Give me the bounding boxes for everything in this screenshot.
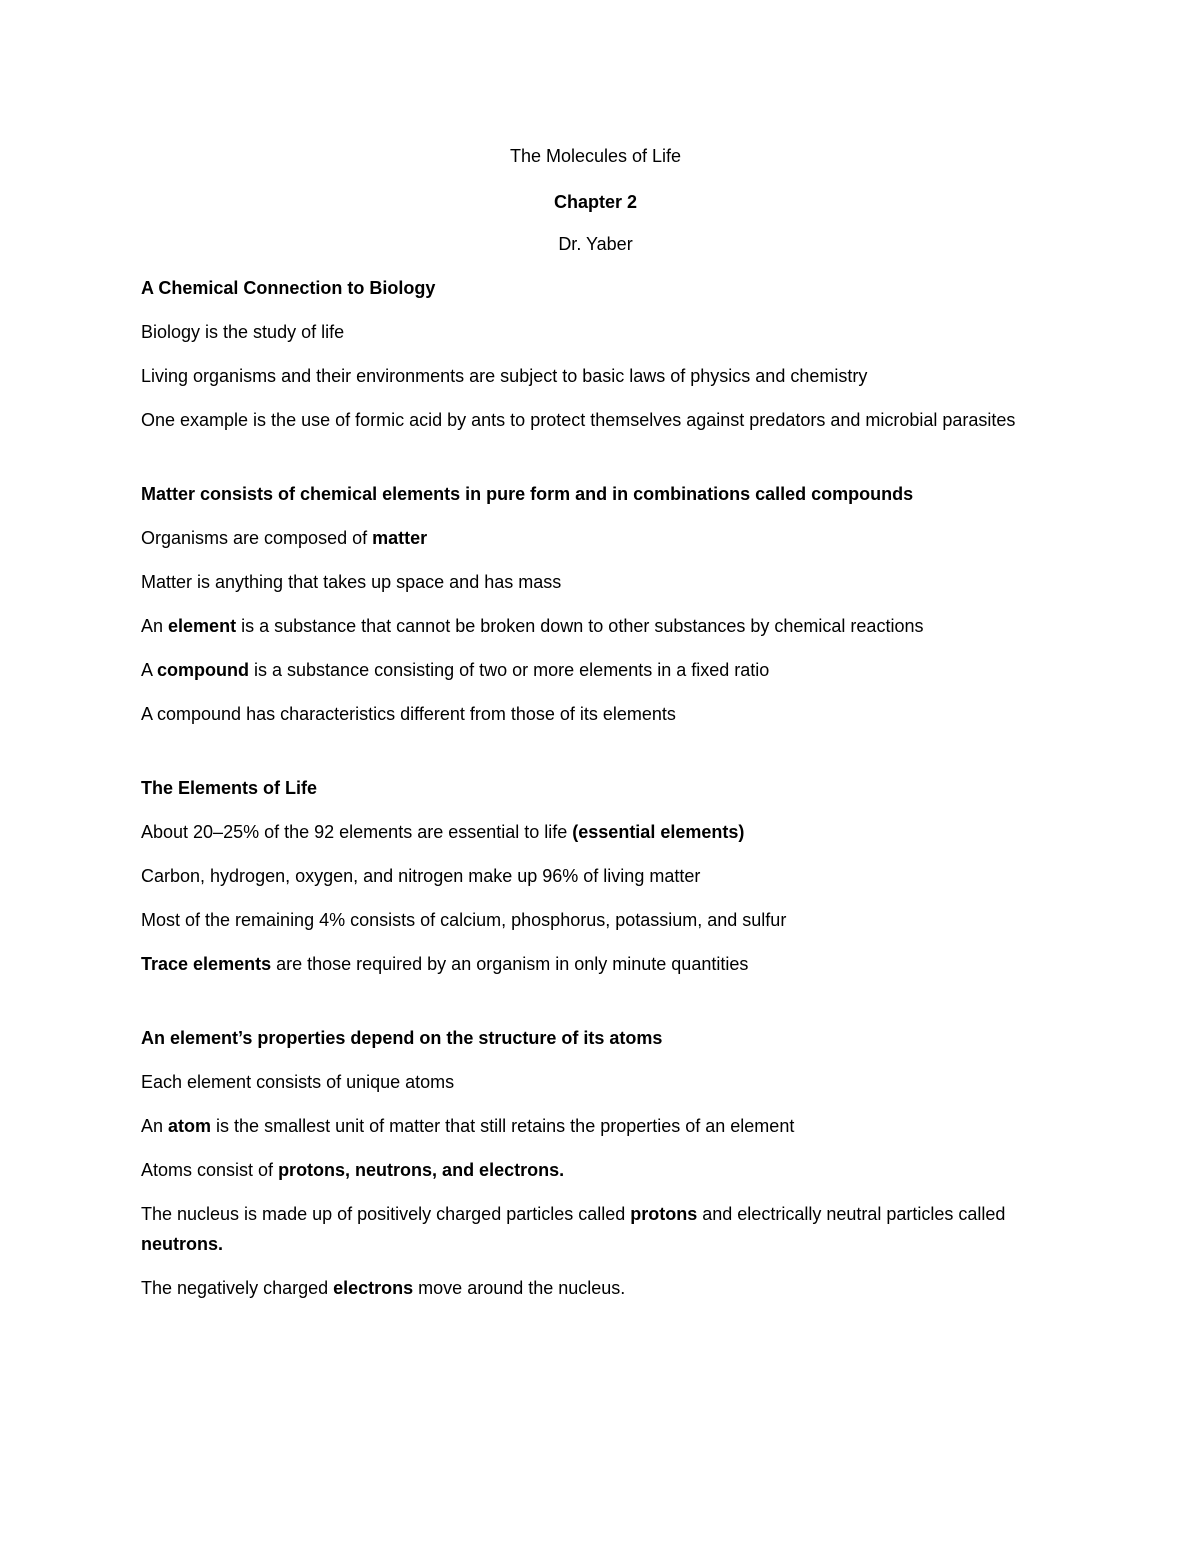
paragraph: Each element consists of unique atoms <box>141 1072 455 1092</box>
section-heading: Matter consists of chemical elements in pure form and in combinations called compounds <box>141 484 914 504</box>
paragraph: The nucleus is made up of positively charged particles called protons and electrically neutral particles called neutrons. <box>141 1204 1006 1254</box>
document-author: Dr. Yaber <box>558 234 633 254</box>
paragraph: Trace elements are those required by an organism in only minute quantities <box>141 954 749 974</box>
paragraph: An atom is the smallest unit of matter that still retains the properties of an element <box>141 1116 795 1136</box>
paragraph: Most of the remaining 4% consists of calcium, phosphorus, potassium, and sulfur <box>141 910 787 930</box>
paragraph: A compound has characteristics different from those of its elements <box>141 704 676 724</box>
paragraph: Atoms consist of protons, neutrons, and electrons. <box>141 1160 565 1180</box>
section-elements-of-life <box>141 773 1050 979</box>
paragraph: A compound is a substance consisting of two or more elements in a fixed ratio <box>141 660 770 680</box>
paragraph: One example is the use of formic acid by ants to protect themselves against predators and microbial parasites <box>141 410 1016 430</box>
paragraph: Matter is anything that takes up space and has mass <box>141 572 562 592</box>
paragraph: Carbon, hydrogen, oxygen, and nitrogen make up 96% of living matter <box>141 866 701 886</box>
section-heading: A Chemical Connection to Biology <box>141 278 436 298</box>
paragraph: An element is a substance that cannot be broken down to other substances by chemical reactions <box>141 616 924 636</box>
paragraph: The negatively charged electrons move around the nucleus. <box>141 1278 626 1298</box>
paragraph: Living organisms and their environments are subject to basic laws of physics and chemistry <box>141 366 868 386</box>
section-atom-structure <box>141 1023 1050 1303</box>
section-heading: The Elements of Life <box>141 778 318 798</box>
document-chapter: Chapter 2 <box>553 192 638 212</box>
paragraph: Organisms are composed of matter <box>141 528 428 548</box>
section-heading: An element’s properties depend on the structure of its atoms <box>141 1028 663 1048</box>
section-matter <box>141 479 1050 729</box>
paragraph: About 20–25% of the 92 elements are essential to life (essential elements) <box>141 822 745 842</box>
document-title: The Molecules of Life <box>509 146 682 166</box>
section-chemical-connection <box>141 273 1050 435</box>
paragraph: Biology is the study of life <box>141 322 345 342</box>
